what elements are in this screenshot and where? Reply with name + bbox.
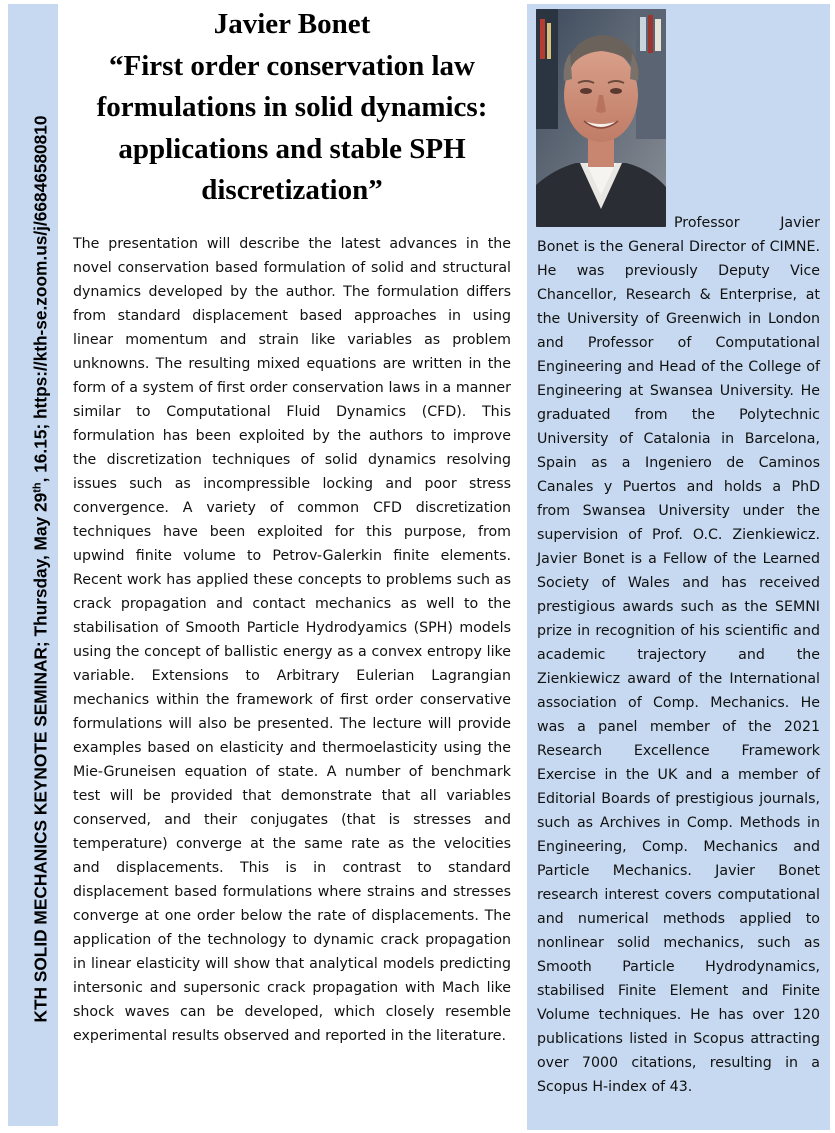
side-banner [8,4,58,1126]
bio-panel [527,4,830,1130]
talk-title-line-3: applications and stable SPH [118,132,466,165]
speaker-portrait-photo [536,9,666,227]
portrait-illustration [536,9,666,227]
abstract-column [66,4,518,1130]
talk-title-line-4: discretization” [201,174,383,206]
speaker-name: Javier Bonet [213,8,371,40]
page-title [66,4,518,212]
bio-body: Professor Javier Bonet is the General Director of CIMNE. He was previously Deputy Vice Chancellor, Research & Enterprise, at the University of Greenwich in London and Professor of Computational Engineering and Head of the College of Engineering at Swansea University. He graduated from the Polytechnic University of Catalonia in Barcelona, Spain as a Ingeniero de Caminos Canales y Puertos and holds a PhD from Swansea University under the supervision of Prof. O.C. Zienkiewicz. Javier Bonet is a Fellow of the Learned Society of Wales and has received prestigious awards such as the SEMNI prize in recognition of his scientific and academic trajectory and the Zienkiewicz award of the International association of Comp. Mechanics. He was a panel member of the 2021 Research Excellence Framework Exercise in the UK and a member of Editorial Boards of prestigious journals, such as Archives in Comp. Methods in Engineering, Comp. Mechanics and Particle Mechanics. Javier Bonet research interest covers computational and numerical methods applied to nonlinear solid mechanics, such as Smooth Particle Hydrodynamics, stabilised Finite Element and Finite Volume techniques. He has over 120 publications listed in Scopus attracting over 7000 citations, resulting in a Scopus H-index of 43. [537,215,820,1095]
abstract-text: The presentation will describe the latest advances in the novel conservation based formulation of solid and structural dynamics developed by the author. The formulation differs from standard displacement based approaches in using linear momentum and strain like variables as problem unknowns. The resulting mixed equations are written in the form of a system of first order conservation laws in a manner similar to Computational Fluid Dynamics (CFD). This formulation has been exploited by the authors to improve the discretization techniques of solid dynamics resolving issues such as incompressible locking and poor stress convergence. A variety of common CFD discretization techniques have been exploited for this purpose, from upwind finite volume to Petrov-Galerkin finite elements. Recent work has applied these concepts to problems such as crack propagation and contact mechanics as well to the stabilisation of Smooth Particle Hydrodyamics (SPH) models using the concept of ballistic energy as a convex entropy like variable. Extensions to Arbitrary Eulerian Lagrangian mechanics within the framework of first order conservative formulations will also be presented. The lecture will provide examples based on elasticity and thermoelasticity using the Mie-Gruneisen equation of state. A number of benchmark test will be provided that demonstrate that all variables conserved, and their conjugates (that is stresses and temperature) converge at the same rate as the velocities and displacements. This is in contrast to standard displacement based formulations where strains and stresses converge at one order below the rate of displacements. The application of the technology to dynamic crack propagation in linear elasticity will show that analytical models predicting intersonic and supersonic crack propagation with Mach like shock waves can be developed, which closely resemble experimental results observed and reported in the literature. [73,236,511,1044]
talk-title-line-2: formulations in solid dynamics: [96,91,488,123]
side-banner-text: KTH SOLID MECHANICS KEYNOTE SEMINAR; Thursday, May 29th, 16.15; https://kth-se.zoom.us/j/66846580810 [30,115,51,1023]
talk-title-line-1: “First order conservation law [109,49,475,82]
